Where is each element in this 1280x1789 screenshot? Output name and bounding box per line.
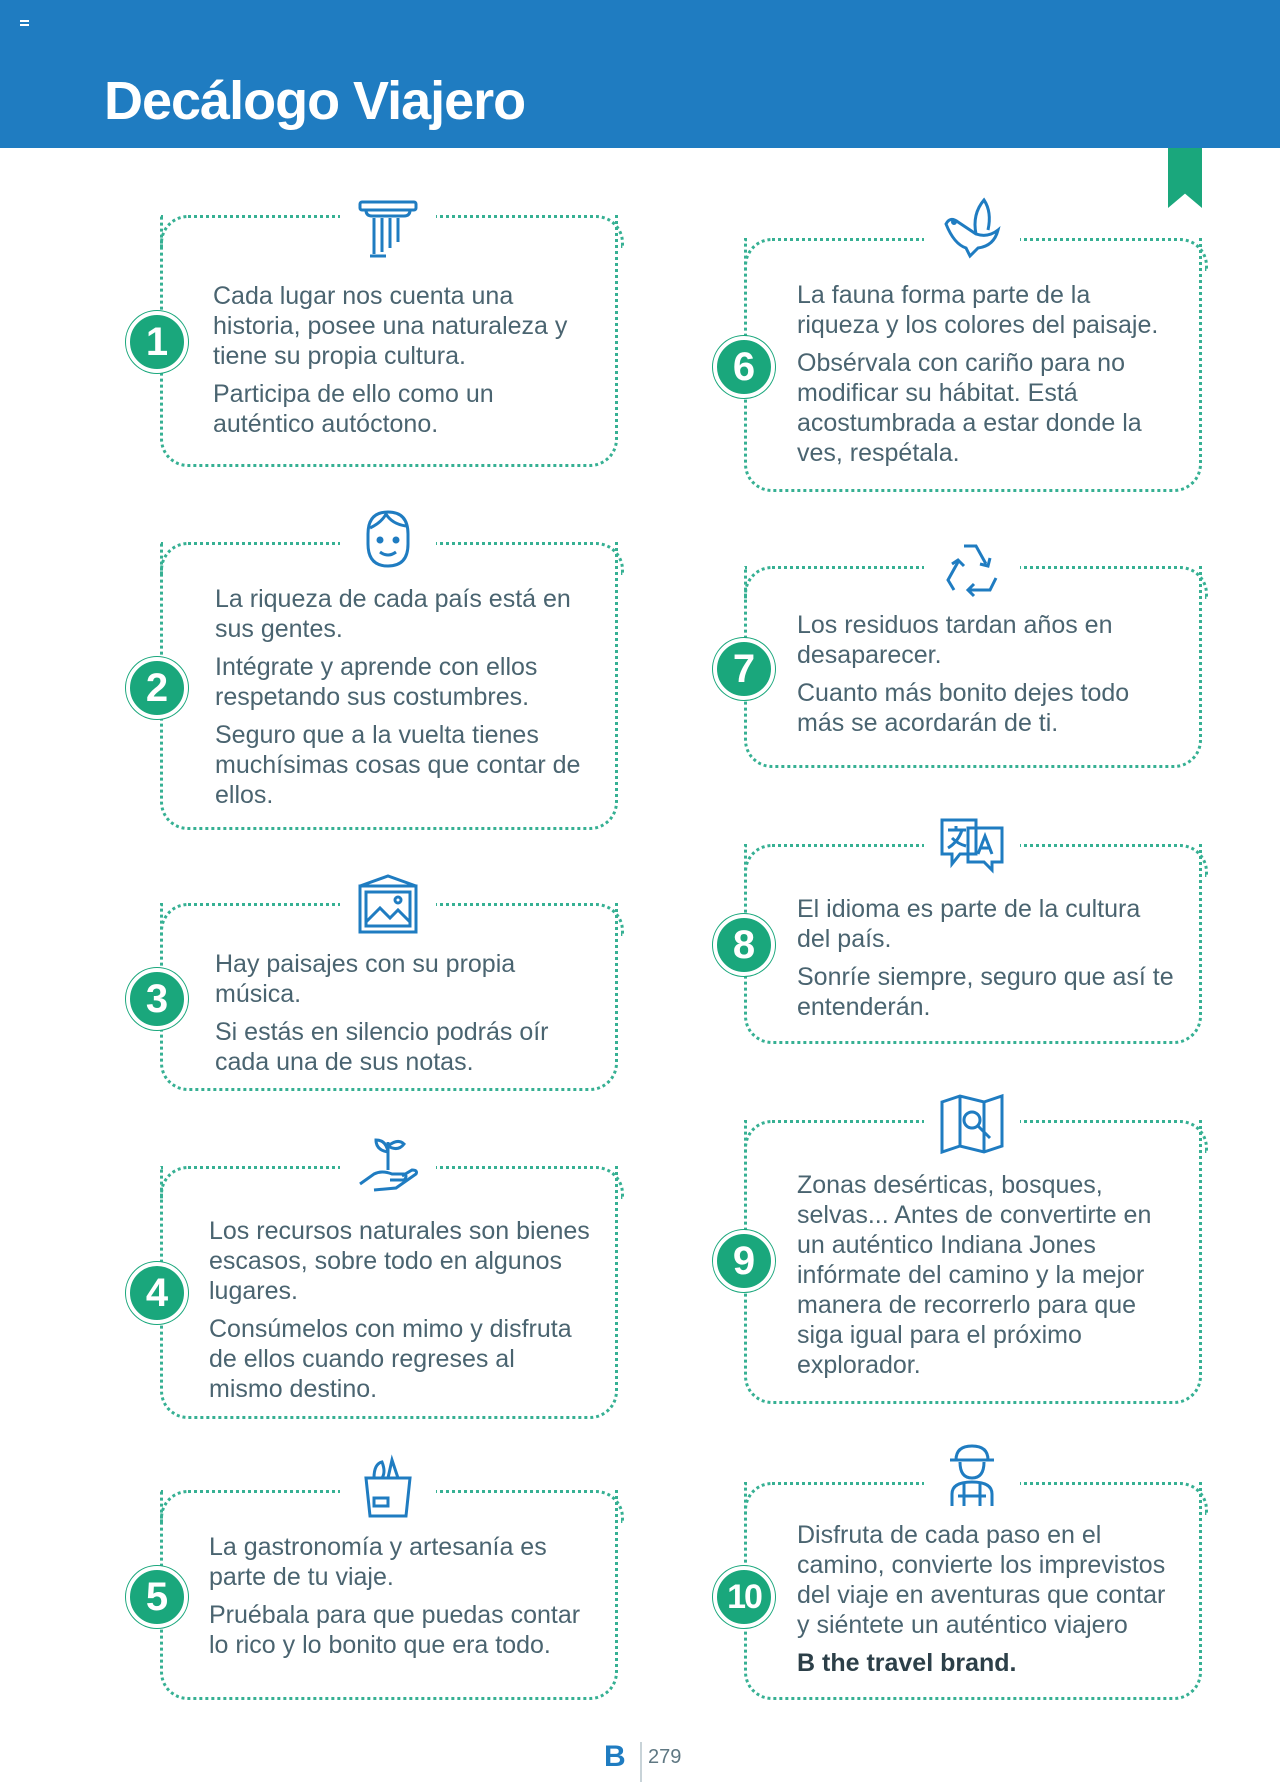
map-icon xyxy=(924,1084,1020,1164)
card-paragraph: Intégrate y aprende con ellos respetando sus costumbres. xyxy=(215,653,538,711)
card-paragraph: El idioma es parte de la cultura del país. xyxy=(797,895,1141,953)
card-text xyxy=(797,1170,1175,1388)
bookmark-icon[interactable] xyxy=(1168,148,1202,208)
item-number-badge: 2 xyxy=(126,657,188,719)
page-title: Decálogo Viajero xyxy=(104,71,526,131)
decalogue-card-2 xyxy=(160,542,618,830)
column-icon xyxy=(340,190,436,270)
card-text xyxy=(209,1532,591,1668)
bird-icon xyxy=(924,190,1020,270)
card-paragraph: Seguro que a la vuelta tienes muchísimas cosas que contar de ellos. xyxy=(215,721,581,809)
card-text xyxy=(797,280,1175,476)
card-paragraph: La gastronomía y artesanía es parte de tu viaje. xyxy=(209,1533,547,1591)
card-signature xyxy=(797,1648,1175,1678)
header-banner xyxy=(0,0,1280,148)
card-paragraph: Cada lugar nos cuenta una historia, posee una naturaleza y tiene su propia cultura. xyxy=(213,282,568,370)
face-icon xyxy=(340,500,436,580)
item-number-badge: 7 xyxy=(713,638,775,700)
menu-icon[interactable] xyxy=(20,20,29,26)
brand-logo: B xyxy=(604,1740,626,1773)
card-paragraph: Obsérvala con cariño para no modificar su hábitat. Está acostumbrada a estar donde la ves, respétala. xyxy=(797,349,1142,467)
item-number-badge: 4 xyxy=(126,1262,188,1324)
card-paragraph: Los recursos naturales son bienes escasos, sobre todo en algunos lugares. xyxy=(209,1217,590,1305)
item-number-badge: 5 xyxy=(126,1566,188,1628)
landscape-frame-icon xyxy=(340,866,436,946)
card-paragraph: Si estás en silencio podrás oír cada una de sus notas. xyxy=(215,1018,549,1076)
card-paragraph: Sonríe siempre, seguro que así te entenderán. xyxy=(797,963,1174,1021)
card-text xyxy=(797,1520,1175,1686)
card-paragraph: Los residuos tardan años en desaparecer. xyxy=(797,611,1113,669)
card-paragraph: Cuanto más bonito dejes todo más se acordarán de ti. xyxy=(797,679,1130,737)
card-paragraph: Consúmelos con mimo y disfruta de ellos cuando regreses al mismo destino. xyxy=(209,1315,572,1403)
item-number-badge: 1 xyxy=(126,311,188,373)
card-paragraph: Disfruta de cada paso en el camino, convierte los imprevistos del viaje en aventuras que contar y siéntete un auténtico viajero xyxy=(797,1521,1166,1639)
hand-plant-icon xyxy=(340,1126,436,1206)
card-paragraph: La fauna forma parte de la riqueza y los colores del paisaje. xyxy=(797,281,1159,339)
recycle-icon xyxy=(924,530,1020,610)
decalogue-card-6 xyxy=(744,238,1202,492)
item-number-badge: 3 xyxy=(126,968,188,1030)
card-paragraph: La riqueza de cada país está en sus gentes. xyxy=(215,585,571,643)
card-text xyxy=(213,281,591,447)
card-text xyxy=(209,1216,591,1412)
item-number-badge: 9 xyxy=(713,1230,775,1292)
card-paragraph: Pruébala para que puedas contar lo rico y lo bonito que era todo. xyxy=(209,1601,581,1659)
card-text xyxy=(797,894,1175,1030)
card-text xyxy=(215,584,591,818)
card-paragraph: Zonas desérticas, bosques, selvas... Antes de convertirte en un auténtico Indiana Jones infórmate del camino y la mejor manera de recorrerlo para que siga igual para el próximo explorador. xyxy=(797,1171,1152,1379)
item-number-badge: 10 xyxy=(713,1566,775,1628)
translate-icon xyxy=(924,804,1020,884)
explorer-icon xyxy=(924,1436,1020,1516)
brand-signature: B the travel brand. xyxy=(797,1649,1017,1677)
grocery-bag-icon xyxy=(340,1448,436,1528)
card-text xyxy=(797,610,1175,746)
page-number: 279 xyxy=(648,1746,682,1768)
card-paragraph: Participa de ello como un auténtico autóctono. xyxy=(213,380,494,438)
item-number-badge: 8 xyxy=(713,914,775,976)
card-text xyxy=(215,949,591,1085)
card-paragraph: Hay paisajes con su propia música. xyxy=(215,950,516,1008)
item-number-badge: 6 xyxy=(713,336,775,398)
footer-divider xyxy=(640,1742,642,1782)
